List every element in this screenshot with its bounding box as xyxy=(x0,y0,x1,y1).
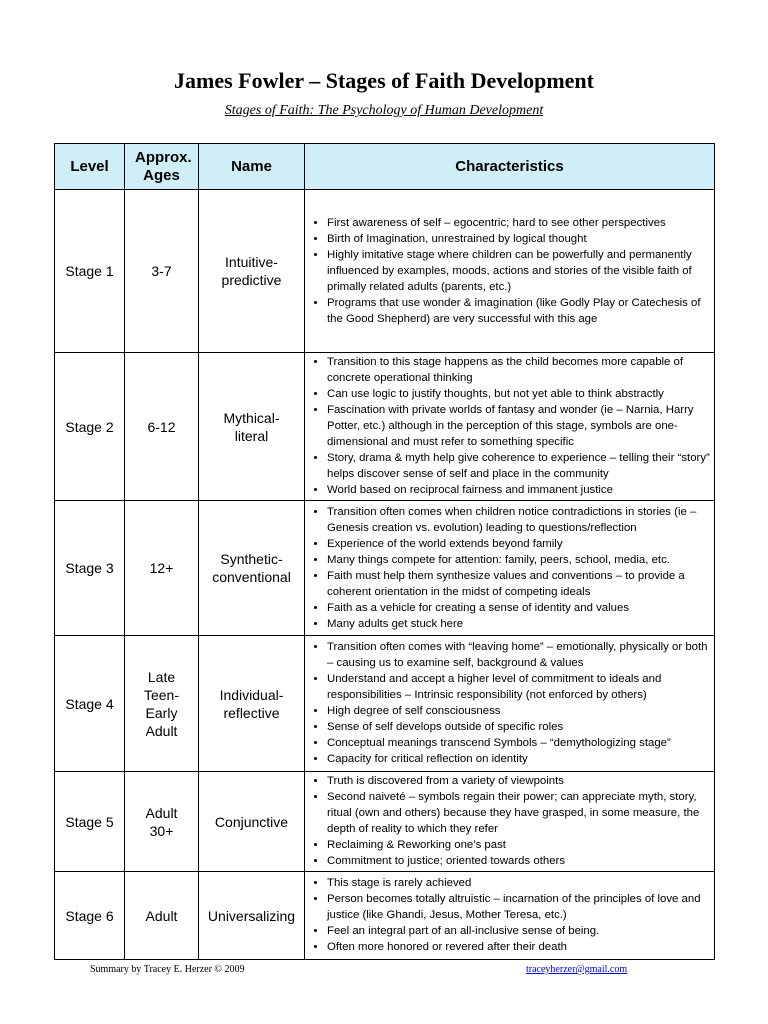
stage-level: Stage 3 xyxy=(55,501,125,636)
stage-characteristics xyxy=(305,353,715,501)
characteristics-list xyxy=(311,875,710,955)
characteristic-item: • Capacity for critical reflection on identity xyxy=(327,751,710,767)
stage-level: Stage 6 xyxy=(55,872,125,960)
characteristic-item: • Often more honored or revered after their death xyxy=(327,939,710,955)
characteristic-item: • Truth is discovered from a variety of viewpoints xyxy=(327,773,710,789)
stage-ages-text: Adult xyxy=(145,907,178,924)
stage-level: Stage 5 xyxy=(55,772,125,872)
stage-characteristics xyxy=(305,872,715,960)
stage-ages xyxy=(125,636,199,772)
characteristic-item: • Birth of Imagination, unrestrained by logical thought xyxy=(327,231,710,247)
stage-name xyxy=(199,772,305,872)
stage-level: Stage 2 xyxy=(55,353,125,501)
characteristic-item: • Feel an integral part of an all-inclusive sense of being. xyxy=(327,923,710,939)
characteristic-item: • World based on reciprocal fairness and immanent justice xyxy=(327,482,710,498)
stage-ages xyxy=(125,772,199,872)
characteristic-item: • High degree of self consciousness xyxy=(327,703,710,719)
characteristic-item: • Faith must help them synthesize values and conventions – to provide a coherent orientation in the midst of competing ideals xyxy=(327,568,710,600)
stage-name xyxy=(199,190,305,353)
stage-ages-text: Adult 30+ xyxy=(145,804,178,839)
characteristic-item: • Person becomes totally altruistic – incarnation of the principles of love and justice (like Ghandi, Jesus, Mother Teresa, etc.) xyxy=(327,891,710,923)
stage-name-text: Intuitive-predictive xyxy=(221,254,282,288)
characteristic-item: • Many things compete for attention: family, peers, school, media, etc. xyxy=(327,552,710,568)
stage-ages xyxy=(125,190,199,353)
stage-name-text: Universalizing xyxy=(207,907,296,924)
characteristic-item: • Story, drama & myth help give coherence to experience – telling their “story” helps discover sense of self and place in the community xyxy=(327,450,710,482)
stage-ages xyxy=(125,501,199,636)
page-title: James Fowler – Stages of Faith Development xyxy=(174,68,594,93)
stage-ages-text: 6-12 xyxy=(147,418,176,435)
header-level: Level xyxy=(55,144,125,190)
characteristic-item: • Fascination with private worlds of fantasy and wonder (ie – Narnia, Harry Potter, etc.) although in the perception of this stage, symbols are one-dimensional and must refer to something specific xyxy=(327,402,710,450)
characteristic-item: • Second naiveté – symbols regain their power; can appreciate myth, story, ritual (own and others) because they have grasped, in some measure, the depth of reality to which they refer xyxy=(327,789,710,837)
header-name: Name xyxy=(199,144,305,190)
stage-row xyxy=(55,872,715,960)
stage-row xyxy=(55,772,715,872)
characteristic-item: • Sense of self develops outside of specific roles xyxy=(327,719,710,735)
characteristics-list xyxy=(311,773,710,869)
characteristics-list xyxy=(311,639,710,767)
characteristic-item: • First awareness of self – egocentric; hard to see other perspectives xyxy=(327,215,710,231)
stage-name xyxy=(199,501,305,636)
characteristic-item: • Transition often comes with “leaving home” – emotionally, physically or both – causing us to examine self, background & values xyxy=(327,639,710,671)
stage-ages-text: 3-7 xyxy=(151,263,172,279)
characteristic-item: • Reclaiming & Reworking one’s past xyxy=(327,837,710,853)
characteristics-list xyxy=(311,504,710,632)
characteristic-item: • Many adults get stuck here xyxy=(327,616,710,632)
stage-characteristics xyxy=(305,190,715,353)
header-ages: Approx. Ages xyxy=(125,144,199,190)
page-subtitle: Stages of Faith: The Psychology of Human Development xyxy=(224,103,544,118)
characteristic-item: • Commitment to justice; oriented towards others xyxy=(327,853,710,869)
characteristic-item: • Programs that use wonder & imagination (like Godly Play or Catechesis of the Good Shepherd) are very successful with this age xyxy=(327,295,710,327)
stage-ages-text: Late Teen-Early Adult xyxy=(143,668,180,739)
characteristics-list xyxy=(311,215,710,327)
characteristic-item: • Faith as a vehicle for creating a sense of identity and values xyxy=(327,600,710,616)
characteristic-item: • Conceptual meanings transcend Symbols – “demythologizing stage” xyxy=(327,735,710,751)
stages-table xyxy=(54,143,715,960)
header-characteristics: Characteristics xyxy=(305,144,715,190)
stage-name-text: Conjunctive xyxy=(214,813,289,830)
stage-name xyxy=(199,636,305,772)
characteristic-item: • Can use logic to justify thoughts, but not yet able to think abstractly xyxy=(327,386,710,402)
stage-characteristics xyxy=(305,501,715,636)
stage-name-text: Synthetic-conventional xyxy=(212,551,291,585)
stage-row xyxy=(55,353,715,501)
stage-name-text: Mythical-literal xyxy=(223,409,280,444)
characteristic-item: • Understand and accept a higher level of commitment to ideals and responsibilities – Intrinsic responsibility (not enforced by others) xyxy=(327,671,710,703)
stage-ages xyxy=(125,872,199,960)
stage-name xyxy=(199,872,305,960)
stage-row xyxy=(55,636,715,772)
stage-level: Stage 4 xyxy=(55,636,125,772)
stage-name-text: Individual-reflective xyxy=(219,686,284,721)
stage-ages-text: 12+ xyxy=(149,560,174,576)
stage-ages xyxy=(125,353,199,501)
stage-row xyxy=(55,190,715,353)
stage-level: Stage 1 xyxy=(55,190,125,353)
stage-name xyxy=(199,353,305,501)
footer-email-link[interactable]: traceyherzer@gmail.com xyxy=(526,964,628,975)
characteristics-list xyxy=(311,354,710,498)
characteristic-item: • Transition to this stage happens as the child becomes more capable of concrete operational thinking xyxy=(327,354,710,386)
characteristic-item: • Experience of the world extends beyond family xyxy=(327,536,710,552)
stage-characteristics xyxy=(305,636,715,772)
characteristic-item: • This stage is rarely achieved xyxy=(327,875,710,891)
stage-characteristics xyxy=(305,772,715,872)
table-header-row xyxy=(55,144,715,190)
characteristic-item: • Highly imitative stage where children can be powerfully and permanently influenced by examples, moods, actions and stories of the visible faith of primally related adults (parents, etc.) xyxy=(327,247,710,295)
characteristic-item: • Transition often comes when children notice contradictions in stories (ie – Genesis creation vs. evolution) leading to questions/reflection xyxy=(327,504,710,536)
stage-row xyxy=(55,501,715,636)
footer-summary: Summary by Tracey E. Herzer © 2009 xyxy=(90,964,245,975)
